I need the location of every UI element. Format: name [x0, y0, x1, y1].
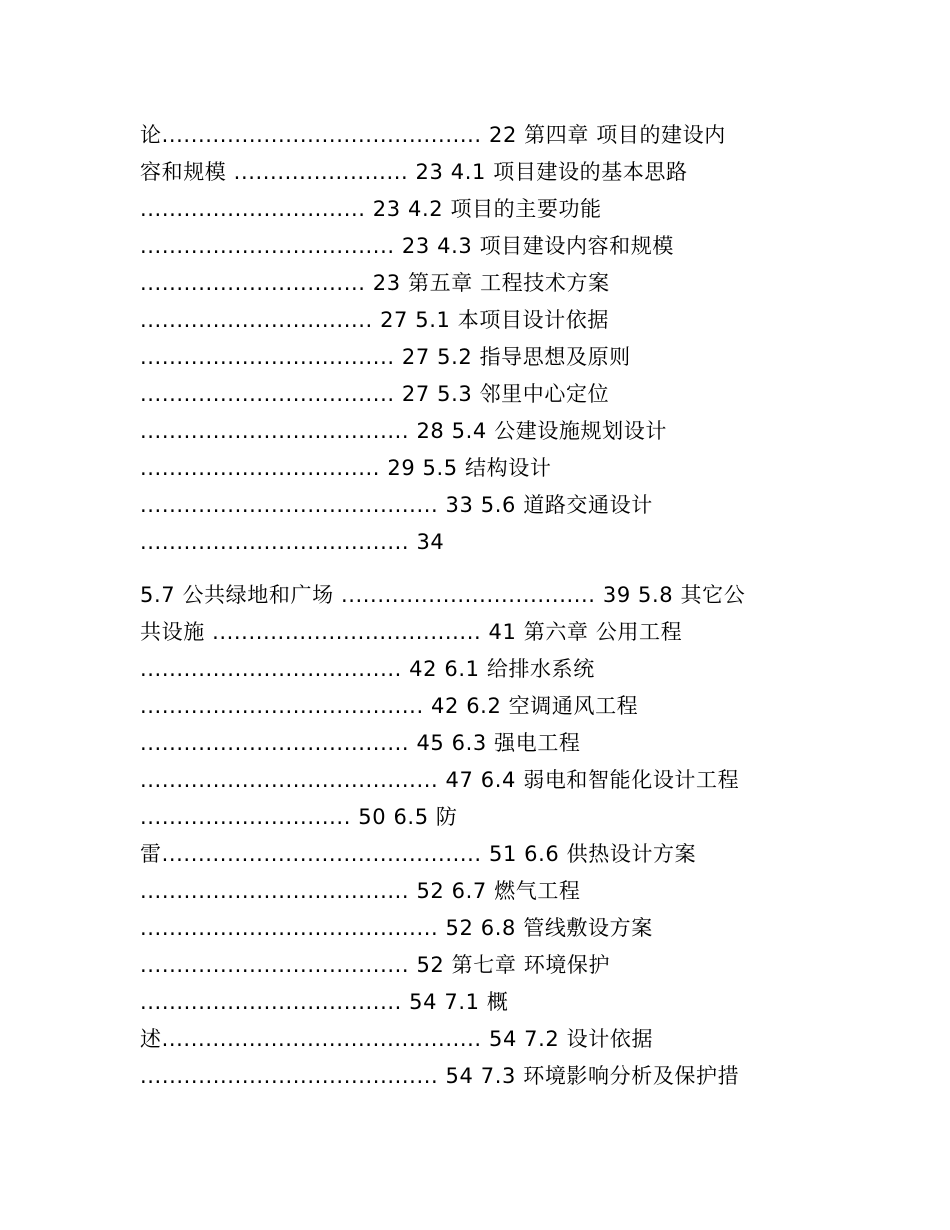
toc-line: ................................. 29 5.5 结构设计: [140, 456, 552, 480]
toc-line: ................................... 27 5.3 邻里中心定位: [140, 382, 610, 406]
toc-line: 5.7 公共绿地和广场 ................................... 39 5.8 其它公: [140, 583, 746, 607]
toc-line: ......................................... 54 7.3 环境影响分析及保护措: [140, 1064, 740, 1088]
toc-line: ................................ 27 5.1 本项目设计依据: [140, 308, 609, 332]
toc-line: ............................... 23 4.2 项目的主要功能: [140, 197, 602, 221]
toc-line: ..................................... 52 第七章 环境保护: [140, 953, 611, 977]
toc-line: ......................................... 47 6.4 弱电和智能化设计工程: [140, 768, 740, 792]
toc-line: ....................................... 42 6.2 空调通风工程: [140, 694, 639, 718]
toc-line: ..................................... 34: [140, 530, 445, 554]
toc-line: ..................................... 52 6.7 燃气工程: [140, 879, 581, 903]
toc-line: .................................... 42 6.1 给排水系统: [140, 657, 595, 681]
toc-line: ..................................... 45 6.3 强电工程: [140, 731, 581, 755]
toc-line: ................................... 23 4.3 项目建设内容和规模: [140, 234, 674, 258]
toc-line: 述............................................ 54 7.2 设计依据: [140, 1027, 654, 1051]
toc-line: 容和规模 ........................ 23 4.1 项目建设的基本思路: [140, 160, 688, 184]
toc-line: 论............................................ 22 第四章 项目的建设内: [140, 123, 726, 147]
toc-block-upper: [140, 117, 810, 561]
toc-line: ............................. 50 6.5 防: [140, 805, 458, 829]
toc-line: ............................... 23 第五章 工程技术方案: [140, 271, 610, 295]
toc-line: ..................................... 28 5.4 公建设施规划设计: [140, 419, 667, 443]
toc-line: 雷............................................ 51 6.6 供热设计方案: [140, 842, 697, 866]
toc-line: .................................... 54 7.1 概: [140, 990, 509, 1014]
toc-line: 共设施 ..................................... 41 第六章 公用工程: [140, 620, 683, 644]
toc-line: ......................................... 52 6.8 管线敷设方案: [140, 916, 653, 940]
toc-line: ................................... 27 5.2 指导思想及原则: [140, 345, 631, 369]
toc-block-lower: [140, 577, 810, 1095]
toc-line: ......................................... 33 5.6 道路交通设计: [140, 493, 653, 517]
